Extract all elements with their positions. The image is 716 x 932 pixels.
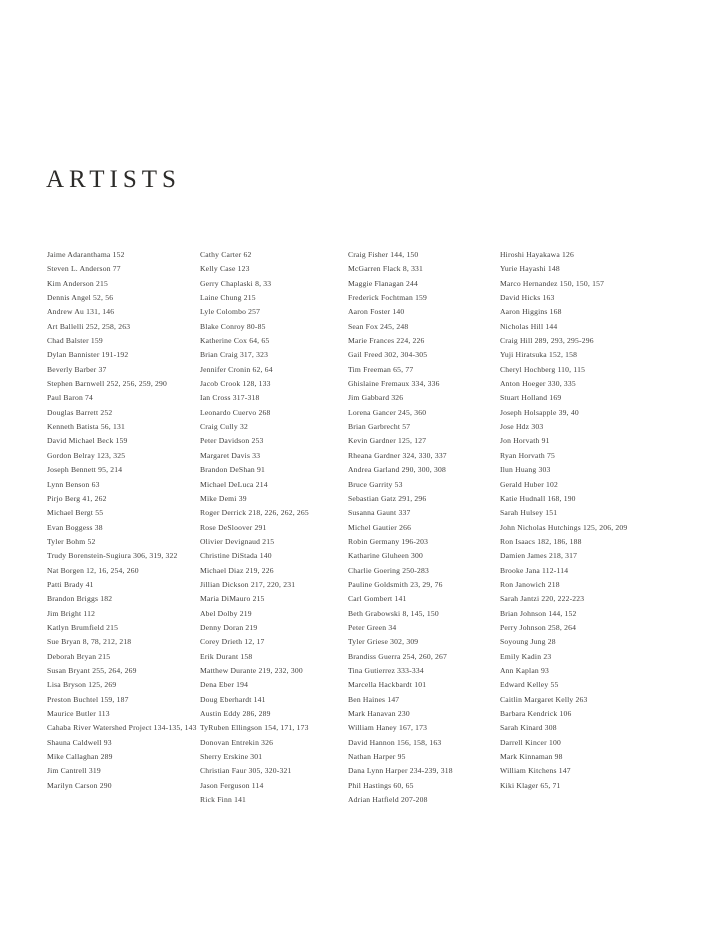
artist-entry: Stuart Holland 169 xyxy=(500,393,562,403)
artist-entry: Donovan Entrekin 326 xyxy=(200,737,274,747)
artist-entry: Peter Davidson 253 xyxy=(200,436,264,446)
artist-entry: Anton Hoeger 330, 335 xyxy=(500,379,576,389)
artist-entry: Cathy Carter 62 xyxy=(200,250,252,259)
artist-entry: Jason Ferguson 114 xyxy=(200,780,264,790)
artist-entry: Mark Hanavan 230 xyxy=(348,709,410,718)
artist-entry: TyRuben Ellingson 154, 171, 173 xyxy=(200,723,309,733)
artist-entry: Margaret Davis 33 xyxy=(200,450,261,460)
page-title: ARTISTS xyxy=(46,166,181,193)
artist-entry: Marcella Hackbardt 101 xyxy=(348,680,427,690)
artist-entry: Hiroshi Hayakawa 126 xyxy=(500,250,575,259)
artist-entry: Sebastian Gatz 291, 296 xyxy=(348,493,427,503)
artist-entry: Sarah Kinard 308 xyxy=(500,723,557,733)
artist-entry: Nat Borgen 12, 16, 254, 260 xyxy=(47,565,139,575)
artist-entry: Patti Brady 41 xyxy=(47,579,94,589)
artist-entry: Denny Doran 219 xyxy=(200,622,258,632)
artist-entry: Tim Freeman 65, 77 xyxy=(348,364,414,374)
artist-entry: Yuji Hiratsuka 152, 158 xyxy=(500,350,578,360)
artist-entry: Nicholas Hill 144 xyxy=(500,321,558,331)
artist-entry: Blake Conroy 80-85 xyxy=(200,321,266,331)
artist-entry: Tina Gutierrez 333-334 xyxy=(348,665,424,675)
artist-entry: Lyle Colombo 257 xyxy=(200,307,261,317)
artist-entry: Gail Freed 302, 304-305 xyxy=(348,350,428,360)
artist-entry: Deborah Bryan 215 xyxy=(47,651,111,661)
artist-entry: Katlyn Brumfield 215 xyxy=(47,622,119,632)
artist-entry: Tyler Griese 302, 309 xyxy=(348,637,419,647)
artist-entry: Michel Gautier 266 xyxy=(348,522,412,532)
artist-entry: Aaron Foster 140 xyxy=(348,307,405,317)
artist-entry: Tyler Bohm 52 xyxy=(47,536,96,546)
artist-entry: Kelly Case 123 xyxy=(200,264,250,274)
artist-entry: Emily Kadin 23 xyxy=(500,651,552,661)
artist-entry: Brandon DeShan 91 xyxy=(200,465,265,475)
artist-entry: Kiki Klager 65, 71 xyxy=(500,780,561,790)
artist-entry: William Haney 167, 173 xyxy=(348,723,428,733)
artist-entry: Mike Demi 39 xyxy=(200,493,247,503)
artist-entry: Christian Faur 305, 320-321 xyxy=(200,766,292,776)
artist-entry: Preston Buchtel 159, 187 xyxy=(47,694,129,704)
artist-entry: Art Ballelli 252, 258, 263 xyxy=(47,321,131,331)
artist-entry: Abel Dolby 219 xyxy=(200,608,252,618)
artist-entry: Ilun Huang 303 xyxy=(500,465,551,475)
artist-entry: Frederick Fochtman 159 xyxy=(348,293,428,303)
artist-entry: Susanna Gaunt 337 xyxy=(348,508,411,518)
artist-entry: Lorena Gancer 245, 360 xyxy=(348,407,427,417)
artist-entry: Christine DiStada 140 xyxy=(200,551,272,561)
artist-entry: Mike Callaghan 289 xyxy=(47,752,113,762)
artist-entry: Erik Durant 158 xyxy=(200,651,253,661)
artist-entry: Evan Boggess 38 xyxy=(47,522,103,532)
artist-entry: Stephen Barnwell 252, 256, 259, 290 xyxy=(47,379,168,389)
artist-entry: Phil Hastings 60, 65 xyxy=(348,780,414,790)
artist-entry: Sean Fox 245, 248 xyxy=(348,321,409,331)
artist-entry: Andrea Garland 290, 300, 308 xyxy=(348,465,446,475)
artist-entry: Ben Haines 147 xyxy=(348,694,400,704)
artist-entry: Cheryl Hochberg 110, 115 xyxy=(500,364,586,374)
artist-entry: Susan Bryant 255, 264, 269 xyxy=(47,665,137,675)
artist-entry: Damien James 218, 317 xyxy=(500,551,578,561)
artist-entry: Gordon Belray 123, 325 xyxy=(47,450,126,460)
artist-entry: Beverly Barber 37 xyxy=(47,364,107,374)
artist-entry: David Michael Beck 159 xyxy=(47,436,128,446)
artist-entry: Brian Craig 317, 323 xyxy=(200,350,269,360)
artist-entry: Ghislaine Fremaux 334, 336 xyxy=(348,379,440,389)
artist-entry: Jim Bright 112 xyxy=(47,608,96,618)
artist-entry: Ian Cross 317-318 xyxy=(200,393,260,403)
artist-entry: Andrew Au 131, 146 xyxy=(47,307,115,317)
artist-entry: Dana Lynn Harper 234-239, 318 xyxy=(348,766,453,776)
artist-entry: Olivier Devignaud 215 xyxy=(200,536,275,546)
artist-entry: Michael Bergt 55 xyxy=(47,508,104,518)
artist-entry: Roger Derrick 218, 226, 262, 265 xyxy=(200,508,309,518)
artist-entry: William Kitchens 147 xyxy=(500,766,571,776)
artist-entry: Joseph Bennett 95, 214 xyxy=(47,465,123,475)
artist-entry: Maurice Butler 113 xyxy=(47,709,110,718)
artist-entry: Katharine Gluheen 300 xyxy=(348,551,424,561)
artist-entry: Sarah Hulsey 151 xyxy=(500,508,558,518)
artist-entry: Sarah Jantzi 220, 222-223 xyxy=(500,594,585,604)
artist-entry: Matthew Durante 219, 232, 300 xyxy=(200,665,303,675)
artist-entry: Michael Diaz 219, 226 xyxy=(200,565,274,575)
artist-entry: Edward Kelley 55 xyxy=(500,680,559,690)
artist-entry: Maria DiMauro 215 xyxy=(200,594,265,604)
artist-entry: Sherry Erskine 301 xyxy=(200,752,263,762)
artist-entry: Pauline Goldsmith 23, 29, 76 xyxy=(348,579,443,589)
artist-entry: Marie Frances 224, 226 xyxy=(348,336,425,346)
artist-entry: Jon Horvath 91 xyxy=(500,436,550,446)
artist-entry: Craig Hill 289, 293, 295-296 xyxy=(500,336,594,346)
artist-entry: Mark Kinnaman 98 xyxy=(500,752,563,762)
artist-entry: Kevin Gardner 125, 127 xyxy=(348,436,427,446)
index-column-2 xyxy=(200,248,352,807)
artist-entry: Brooke Jana 112-114 xyxy=(500,565,569,575)
artist-entry: Yurie Hayashi 148 xyxy=(500,264,560,274)
artist-entry: Robin Germany 196-203 xyxy=(348,536,429,546)
artist-entry: Brian Johnson 144, 152 xyxy=(500,608,577,618)
artist-entry: Chad Balster 159 xyxy=(47,336,103,346)
index-column-1 xyxy=(47,248,199,793)
artist-entry: Jose Hdz 303 xyxy=(500,422,544,432)
artist-entry: Ryan Horvath 75 xyxy=(500,450,555,460)
artist-entry: Austin Eddy 286, 289 xyxy=(200,709,271,718)
index-column-4 xyxy=(500,248,652,793)
artist-entry: Brandon Briggs 182 xyxy=(47,594,113,604)
artist-entry: Aaron Higgins 168 xyxy=(500,307,562,317)
artist-entry: Lynn Benson 63 xyxy=(47,479,100,489)
artist-entry: Barbara Kendrick 106 xyxy=(500,709,572,718)
artist-entry: Caitlin Margaret Kelly 263 xyxy=(500,694,588,704)
artist-entry: Marilyn Carson 290 xyxy=(47,780,112,790)
artist-entry: Steven L. Anderson 77 xyxy=(47,264,121,274)
artist-entry: Maggie Flanagan 244 xyxy=(348,278,419,288)
artist-entry: David Hicks 163 xyxy=(500,293,555,303)
artist-entry: Rose DeSloover 291 xyxy=(200,522,267,532)
artist-entry: Shauna Caldwell 93 xyxy=(47,737,112,747)
artist-entry: Jim Cantrell 319 xyxy=(47,766,101,776)
artist-entry: Adrian Hatfield 207-208 xyxy=(348,795,428,805)
artist-entry: Kim Anderson 215 xyxy=(47,278,108,288)
artist-entry: Perry Johnson 258, 264 xyxy=(500,622,577,632)
artist-entry: Joseph Holsapple 39, 40 xyxy=(500,407,579,417)
artist-entry: Laine Chung 215 xyxy=(200,293,256,303)
artist-entry: Kenneth Batista 56, 131 xyxy=(47,422,125,432)
artist-entry: David Hannon 156, 158, 163 xyxy=(348,737,442,747)
artist-entry: Rick Finn 141 xyxy=(200,795,247,805)
artist-entry: Dena Eber 194 xyxy=(200,680,249,690)
index-column-3 xyxy=(348,248,500,807)
artist-entry: McGarren Flack 8, 331 xyxy=(348,264,424,274)
artist-entry: Pirjo Berg 41, 262 xyxy=(47,493,107,503)
artist-entry: Jim Gabbard 326 xyxy=(348,393,404,403)
artist-entry: Ron Janowich 218 xyxy=(500,579,560,589)
artist-entry: Marco Hernandez 150, 150, 157 xyxy=(500,278,605,288)
artist-entry: Paul Baron 74 xyxy=(47,393,94,403)
artist-entry: Corey Drieth 12, 17 xyxy=(200,637,265,647)
artist-entry: Jillian Dickson 217, 220, 231 xyxy=(200,579,296,589)
artist-entry: John Nicholas Hutchings 125, 206, 209 xyxy=(500,522,628,532)
artist-entry: Beth Grabowski 8, 145, 150 xyxy=(348,608,439,618)
artist-entry: Leonardo Cuervo 268 xyxy=(200,407,271,417)
artist-entry: Jaime Adaranthama 152 xyxy=(47,250,125,259)
artist-entry: Ann Kaplan 93 xyxy=(500,665,549,675)
artist-entry: Dylan Bannister 191-192 xyxy=(47,350,129,360)
artist-entry: Sue Bryan 8, 78, 212, 218 xyxy=(47,637,132,647)
artist-entry: Michael DeLuca 214 xyxy=(200,479,268,489)
artist-entry: Craig Fisher 144, 150 xyxy=(348,250,419,259)
artist-entry: Cahaba River Watershed Project 134-135, 143 xyxy=(47,723,197,733)
artist-entry: Bruce Garrity 53 xyxy=(348,479,403,489)
artist-entry: Jennifer Cronin 62, 64 xyxy=(200,364,273,374)
artist-entry: Trudy Borenstein-Sugiura 306, 319, 322 xyxy=(47,551,178,561)
artist-entry: Darrell Kincer 100 xyxy=(500,737,561,747)
artist-entry: Nathan Harper 95 xyxy=(348,752,406,762)
artist-entry: Douglas Barrett 252 xyxy=(47,407,113,417)
artist-entry: Katherine Cox 64, 65 xyxy=(200,336,270,346)
artist-entry: Brian Garbrecht 57 xyxy=(348,422,411,432)
artist-entry: Dennis Angel 52, 56 xyxy=(47,293,114,303)
artist-entry: Lisa Bryson 125, 269 xyxy=(47,680,117,690)
artist-entry: Craig Cully 32 xyxy=(200,422,248,432)
artist-entry: Soyoung Jung 28 xyxy=(500,637,556,647)
artist-entry: Brandiss Guerra 254, 260, 267 xyxy=(348,651,448,661)
artist-entry: Peter Green 34 xyxy=(348,622,397,632)
artist-entry: Carl Gombert 141 xyxy=(348,594,407,604)
artist-entry: Ron Isaacs 182, 186, 188 xyxy=(500,536,582,546)
artist-entry: Charlie Goering 250-283 xyxy=(348,565,429,575)
artist-entry: Rheana Gardner 324, 330, 337 xyxy=(348,450,447,460)
artist-entry: Gerald Huber 102 xyxy=(500,479,559,489)
artist-entry: Katie Hudnall 168, 190 xyxy=(500,493,576,503)
artist-entry: Doug Eberhardt 141 xyxy=(200,694,266,704)
artist-entry: Gerry Chaplaski 8, 33 xyxy=(200,278,272,288)
artist-entry: Jacob Crook 128, 133 xyxy=(200,379,271,389)
